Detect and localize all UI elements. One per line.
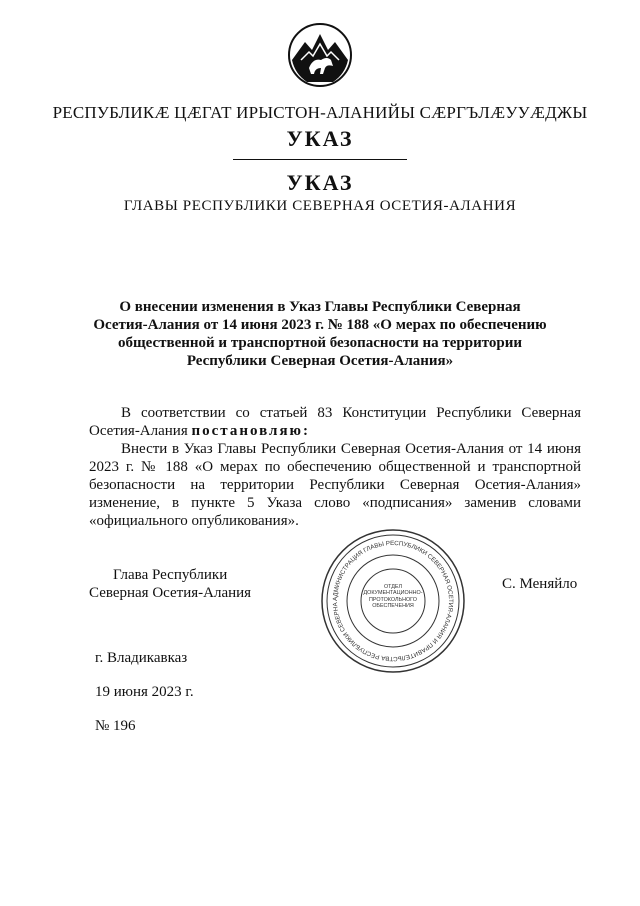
coat-of-arms-emblem-icon <box>287 22 353 88</box>
ossetian-header: РЕСПУБЛИКӔ ЦӔГАТ ИРЫСТОН-АЛАНИЙЫ СӔРГЪЛӔУУӔДЖЫ <box>52 103 588 122</box>
signatory-position <box>89 566 251 602</box>
resolve-word: постановляю: <box>191 423 311 439</box>
document-title <box>88 298 552 370</box>
title-line: Осетия-Алания от 14 июня 2023 г. № 188 «О мерах по обеспечению <box>93 317 547 333</box>
document-body <box>89 404 581 530</box>
seal-ring-text: АДМИНИСТРАЦИЯ ГЛАВЫ РЕСПУБЛИКИ СЕВЕРНАЯ ОСЕТИЯ-АЛАНИЯ И ПРАВИТЕЛЬСТВА РЕСПУБЛИКИ СЕВЕРНА <box>331 539 455 663</box>
document-number: № 196 <box>95 718 136 734</box>
document-date: 19 июня 2023 г. <box>95 684 194 700</box>
title-line: Республики Северная Осетия-Алания» <box>186 353 454 369</box>
official-stamp <box>320 528 466 674</box>
preamble-paragraph <box>89 404 581 440</box>
russian-header: ГЛАВЫ РЕСПУБЛИКИ СЕВЕРНАЯ ОСЕТИЯ-АЛАНИЯ <box>123 198 517 214</box>
title-line: общественной и транспортной безопасности на территории <box>117 335 523 351</box>
place-of-signing: г. Владикавказ <box>95 650 188 666</box>
position-line: Северная Осетия-Алания <box>89 585 252 601</box>
seal-center-text: ОТДЕЛ ДОКУМЕНТАЦИОННО-ПРОТОКОЛЬНОГО ОБЕСПЕЧЕНИЯ <box>363 584 423 610</box>
resolution-paragraph: Внести в Указ Главы Республики Северная Осетия-Алания от 14 июня 2023 г. № 188 «О мерах по обеспечению общественной и транспортной безопасности на территории Республики Северная Осетия-Алания» изменение, в пункте 5 Указа слово «подписания» заменив словами «официального опубликования». <box>89 441 581 529</box>
title-line: О внесении изменения в Указ Главы Республики Северная <box>119 299 521 315</box>
header-divider <box>233 159 407 160</box>
position-line: Глава Республики <box>113 567 228 583</box>
ukaz-title-ossetian: УКАЗ <box>286 126 354 151</box>
signatory-name: С. Меняйло <box>502 576 578 592</box>
preamble-text: В соответствии со статьей 83 Конституции Республики Северная Осетия-Алания <box>89 405 581 439</box>
ukaz-title-russian: УКАЗ <box>286 170 354 195</box>
